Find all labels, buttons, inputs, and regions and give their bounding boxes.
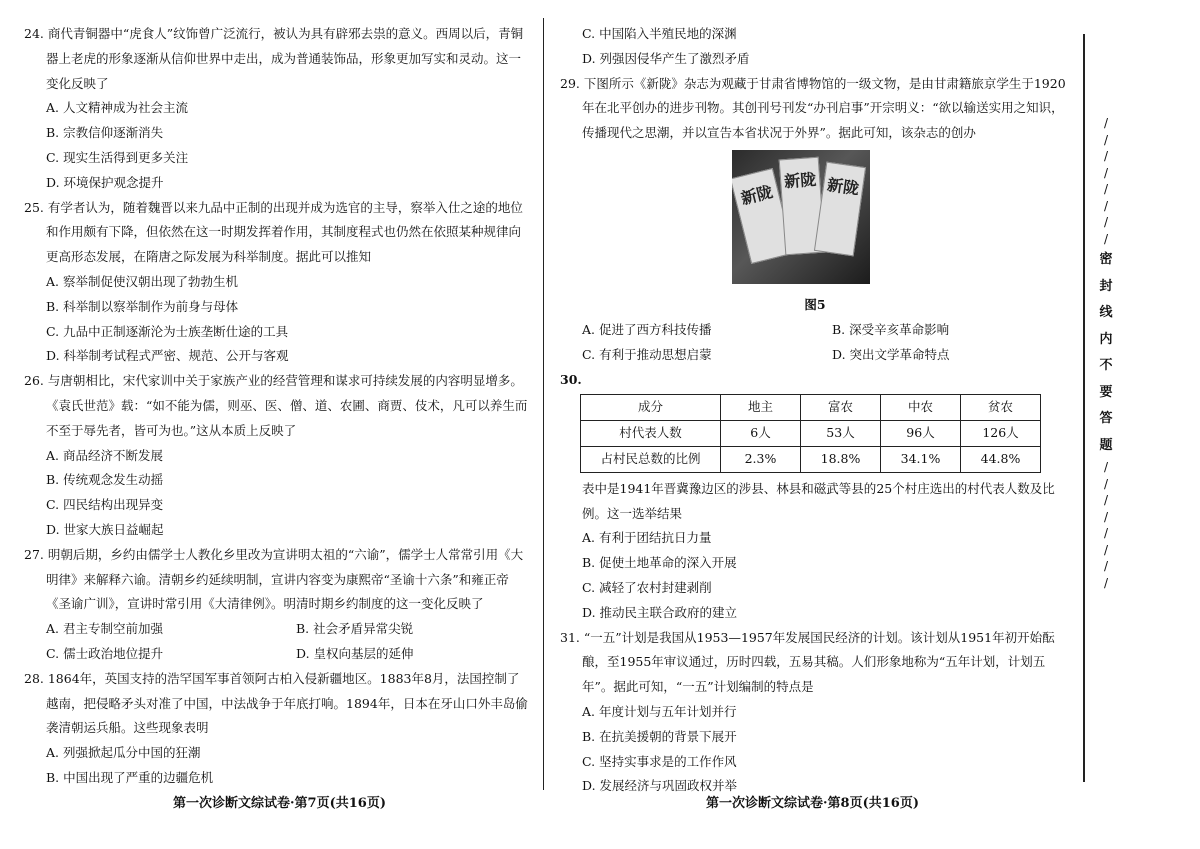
seal-slash: /: [1103, 165, 1109, 180]
seal-slash: /: [1103, 132, 1109, 147]
seal-char: 要: [1099, 384, 1113, 400]
seal-slash: /: [1103, 198, 1109, 213]
column-divider: [543, 18, 544, 790]
magazine-cover: 新陇: [779, 157, 826, 256]
seal-slash: /: [1103, 542, 1109, 557]
option-a: A. 君主专制空前加强: [46, 621, 163, 637]
table-cell: 6人: [721, 421, 801, 447]
question-31: [560, 626, 1070, 800]
option-d: D. 环境保护观念提升: [46, 174, 164, 190]
seal-slash: /: [1103, 182, 1109, 196]
seal-slash: /: [1103, 526, 1109, 540]
option-row: [24, 642, 530, 667]
option-b: B. 在抗美援朝的背景下展开: [582, 728, 737, 744]
seal-slash: /: [1103, 116, 1109, 130]
seal-slash: /: [1103, 493, 1109, 507]
option-c: C. 减轻了农村封建剥削: [582, 579, 712, 595]
option-a: A. 人文精神成为社会主流: [46, 100, 188, 116]
table-header: 成分: [581, 395, 721, 421]
table-header: 富农: [801, 395, 881, 421]
seal-slash: /: [1103, 460, 1109, 474]
option-row: [560, 318, 1070, 343]
question-stem: 31. “一五”计划是我国从1953—1957年发展国民经济的计划。该计划从1951年初开始酝酿，至1955年审议通过，历时四载，五易其稿。人们形象地称为“五年计划，计划五年”。据此可知，“一五”计划编制的特点是: [560, 629, 1055, 695]
table-header: 中农: [881, 395, 961, 421]
seal-line: [1083, 34, 1085, 782]
seal-slash: /: [1103, 476, 1109, 491]
option-a: A. 年度计划与五年计划并行: [582, 703, 737, 719]
option-a: A. 察举制促使汉朝出现了勃勃生机: [46, 273, 238, 289]
option-b: B. 宗教信仰逐渐消失: [46, 125, 164, 141]
table-header-row: [581, 395, 1041, 421]
question-stem: 表中是1941年晋冀豫边区的涉县、林县和磁武等县的25个村庄选出的村代表人数及比例。这一选举结果: [582, 480, 1055, 521]
table-header: 贫农: [961, 395, 1041, 421]
option-d: D. 世家大族日益崛起: [46, 521, 164, 537]
seal-slash: /: [1103, 509, 1109, 524]
option-d: D. 皇权向基层的延伸: [296, 645, 414, 661]
question-stem: 27. 明朝后期，乡约由儒学士人教化乡里改为宣讲明太祖的“六谕”，儒学士人常常引用《大明律》来解释六谕。清朝乡约延续明制，宣讲内容变为康熙帝“圣谕十六条”和雍正帝《圣谕广训》，宣讲时常引用《大清律例》。明清时期乡约制度的这一变化反映了: [24, 546, 524, 612]
table-cell: 占村民总数的比例: [581, 446, 721, 472]
option-a: A. 列强掀起瓜分中国的狂潮: [46, 745, 201, 761]
option-row: [560, 343, 1070, 368]
page-footer-right: 第一次诊断文综试卷·第8页(共16页): [706, 796, 919, 811]
option-d: D. 列强因侵华产生了激烈矛盾: [582, 50, 750, 66]
option-d: D. 突出文学革命特点: [832, 346, 950, 362]
option-row: [24, 617, 530, 642]
seal-char: 题: [1099, 437, 1113, 453]
option-c: C. 现实生活得到更多关注: [46, 149, 189, 165]
seal-char: 线: [1099, 305, 1113, 320]
table-cell: 18.8%: [801, 446, 881, 472]
question-25: [24, 196, 530, 370]
magazine-cover: 新陇: [814, 162, 866, 257]
figure-caption: 图5: [804, 296, 826, 312]
seal-char: 不: [1099, 358, 1113, 373]
option-c: C. 坚持实事求是的工作作风: [582, 753, 737, 769]
table-cell: 2.3%: [721, 446, 801, 472]
option-b: B. 深受辛亥革命影响: [832, 321, 950, 337]
seal-notice: [1098, 115, 1114, 700]
table-cell: 96人: [881, 421, 961, 447]
seal-char: 答: [1099, 411, 1113, 426]
seal-char: 封: [1099, 278, 1113, 294]
seal-slash: /: [1103, 149, 1109, 163]
table-cell: 44.8%: [961, 446, 1041, 472]
seal-slash: /: [1103, 231, 1109, 246]
page-footer-left: 第一次诊断文综试卷·第7页(共16页): [173, 796, 386, 811]
option-d: D. 推动民主联合政府的建立: [582, 604, 738, 620]
option-b: B. 中国出现了严重的边疆危机: [46, 769, 214, 785]
question-26: [24, 369, 530, 543]
option-b: B. 社会矛盾异常尖锐: [296, 621, 414, 637]
table-header: 地主: [721, 395, 801, 421]
table-row: [581, 446, 1041, 472]
option-c: C. 四民结构出现异变: [46, 497, 164, 513]
right-column: [560, 22, 1070, 799]
option-c: C. 儒士政治地位提升: [46, 645, 164, 661]
option-b: B. 传统观念发生动摇: [46, 472, 164, 488]
seal-slash: /: [1103, 559, 1109, 573]
question-stem: 28. 1864年，英国支持的浩罕国军事首领阿古柏入侵新疆地区。1883年8月，法国控制了越南，把侵略矛头对准了中国，中法战争于年底打响。1894年，日本在牙山口外丰岛偷袭清朝运兵船。这些现象表明: [24, 670, 528, 736]
option-a: A. 商品经济不断发展: [46, 447, 163, 463]
table-cell: 126人: [961, 421, 1041, 447]
seal-slash: /: [1103, 215, 1109, 229]
option-c: C. 有利于推动思想启蒙: [582, 346, 712, 362]
question-stem: 29. 下图所示《新陇》杂志为观藏于甘肃省博物馆的一级文物，是由甘肃籍旅京学生于1920年在北平创办的进步刊物。其创刊号刊发“办刊启事”开宗明义：“欲以输送实用之知识，传播现代之思潮，并以宣告本省状况于外界”。据此可知，该杂志的创办: [560, 75, 1066, 141]
option-c: C. 九品中正制逐渐沦为士族垄断仕途的工具: [46, 323, 289, 339]
seal-char: 内: [1099, 331, 1113, 347]
option-d: D. 发展经济与巩固政权并举: [582, 778, 738, 794]
question-stem: 25. 有学者认为，随着魏晋以来九品中正制的出现并成为选官的主导，察举入仕之途的地位和作用颇有下降，但依然在这一时期发挥着作用，其制度程式也仍然在依照某种规律向更高形态发展，在隋唐之际发展为科举制度。据此可以推知: [24, 199, 523, 265]
data-table: [580, 394, 1041, 472]
question-29: [560, 72, 1070, 368]
table-cell: 53人: [801, 421, 881, 447]
question-number: 30.: [560, 371, 582, 387]
option-b: B. 科举制以察举制作为前身与母体: [46, 298, 239, 314]
option-d: D. 科举制考试程式严密、规范、公开与客观: [46, 348, 289, 364]
seal-char: 密: [1099, 252, 1113, 267]
option-a: A. 有利于团结抗日力量: [582, 530, 712, 546]
question-stem: 26. 与唐朝相比，宋代家训中关于家族产业的经营管理和谋求可持续发展的内容明显增多。《袁氏世范》载：“如不能为儒，则巫、医、僧、道、农圃、商贾、伎术，凡可以养生而不至于辱先者，皆可为也。”这从本质上反映了: [24, 373, 528, 438]
table-cell: 34.1%: [881, 446, 961, 472]
question-28: [24, 667, 530, 791]
option-b: B. 促使土地革命的深入开展: [582, 555, 737, 571]
table-row: [581, 421, 1041, 447]
question-stem: 24. 商代青铜器中“虎食人”纹饰曾广泛流行，被认为具有辟邪去祟的意义。西周以后，青铜器上老虎的形象逐渐从信仰世界中走出，成为普通装饰品，形象更加写实和灵动。这一变化反映了: [24, 26, 524, 91]
seal-slash: /: [1103, 575, 1109, 590]
table-cell: 村代表人数: [581, 421, 721, 447]
magazine-cover: 新陇: [732, 168, 794, 264]
question-27: [24, 543, 530, 667]
left-column: [24, 22, 530, 791]
option-c: C. 中国陷入半殖民地的深渊: [582, 26, 737, 41]
question-30: [560, 368, 1070, 626]
question-24: [24, 22, 530, 196]
question-28-continued: [560, 22, 1070, 72]
magazine-photo: [732, 150, 870, 284]
option-a: A. 促进了西方科技传播: [582, 321, 712, 337]
